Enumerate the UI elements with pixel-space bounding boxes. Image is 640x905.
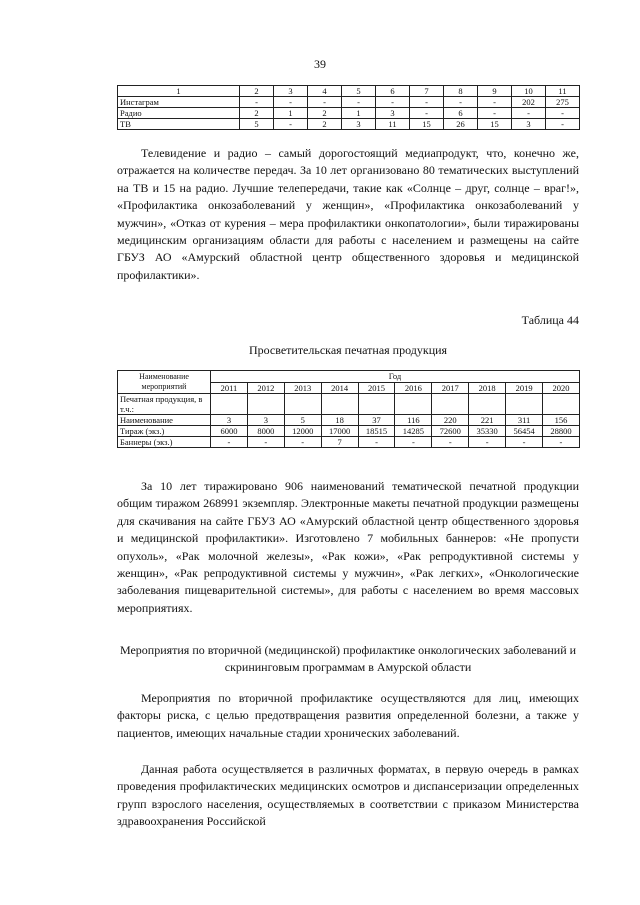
table-label: Таблица 44 bbox=[521, 313, 579, 327]
table-cell: 3 bbox=[342, 119, 376, 130]
table-cell: 28800 bbox=[543, 426, 580, 437]
table-cell: 5 bbox=[342, 86, 376, 97]
table-cell: 221 bbox=[469, 415, 506, 426]
table-cell: 220 bbox=[432, 415, 469, 426]
paragraph-tv-radio: Телевидение и радио – самый дорогостоящий медиапродукт, что, конечно же, отражается на количестве передач. За 10 лет организовано 80 тематических выступлений на ТВ и 15 на радио. Лучшие телепередачи, такие как «Солнце – друг, солнце – враг!», «Профилактика онкозаболеваний у женщин», «Профилактика онкозаболеваний у мужчин», «Отказ от курения – мера профилактики онкопатологии», были тиражированы медицинским организациям области для работы с населением и размещены на сайте ГБУЗ АО «Амурский областной центр общественного здоровья и медицинской профилактики». bbox=[117, 146, 579, 282]
table-cell: 116 bbox=[395, 415, 432, 426]
table-row bbox=[118, 437, 580, 448]
table-row bbox=[118, 97, 580, 108]
table-cell: - bbox=[240, 97, 274, 108]
table-cell: - bbox=[478, 97, 512, 108]
media-table bbox=[117, 85, 580, 130]
table-header-row bbox=[118, 86, 580, 97]
table-cell: - bbox=[410, 108, 444, 119]
year-header: 2019 bbox=[506, 382, 543, 394]
table-cell: - bbox=[432, 437, 469, 448]
year-header: 2015 bbox=[358, 382, 395, 394]
table-cell: 275 bbox=[546, 97, 580, 108]
table-cell: 11 bbox=[376, 119, 410, 130]
table-cell: 8 bbox=[444, 86, 478, 97]
column-header-name: Наименование мероприятий bbox=[118, 371, 211, 394]
table-cell: - bbox=[478, 108, 512, 119]
table-cell: - bbox=[512, 108, 546, 119]
table-cell: - bbox=[211, 437, 248, 448]
table-cell: 37 bbox=[358, 415, 395, 426]
table-cell: 9 bbox=[478, 86, 512, 97]
table-cell: 6 bbox=[376, 86, 410, 97]
year-header: 2016 bbox=[395, 382, 432, 394]
section-heading: Мероприятия по вторичной (медицинской) профилактике онкологических заболеваний и скрининговым программам в Амурской области bbox=[119, 643, 577, 674]
table-cell: 8000 bbox=[247, 426, 284, 437]
row-label: Радио bbox=[118, 108, 240, 119]
table-cell: 3 bbox=[247, 415, 284, 426]
table-title: Просветительская печатная продукция bbox=[248, 343, 448, 357]
table-cell: - bbox=[274, 97, 308, 108]
table-cell: 3 bbox=[376, 108, 410, 119]
table-cell: - bbox=[274, 119, 308, 130]
table-cell: 35330 bbox=[469, 426, 506, 437]
table-cell: 26 bbox=[444, 119, 478, 130]
table-row bbox=[118, 415, 580, 426]
table-cell: - bbox=[358, 437, 395, 448]
table-cell: 11 bbox=[546, 86, 580, 97]
year-header: 2017 bbox=[432, 382, 469, 394]
table-cell: - bbox=[506, 437, 543, 448]
table-cell: 10 bbox=[512, 86, 546, 97]
year-header: 2011 bbox=[211, 382, 248, 394]
table-cell: - bbox=[395, 437, 432, 448]
paragraph-secondary-prevention: Мероприятия по вторичной профилактике осуществляются для лиц, имеющих факторы риска, с целью предотвращения развития определенной болезни, а также у пациентов, имеющих начальные стадии хронических заболеваний. bbox=[117, 691, 579, 740]
table-cell: 6000 bbox=[211, 426, 248, 437]
table-cell: 2 bbox=[308, 119, 342, 130]
paragraph-printed-products: За 10 лет тиражировано 906 наименований тематической печатной продукции общим тиражом 268991 экземпляр. Электронные макеты печатной продукции размещены для скачивания на сайте ГБУЗ АО «Амурский областной центр общественного здоровья и медицинской профилактики». Изготовлено 7 мобильных баннеров: «Не пропусти опухоль», «Рак молочной железы», «Рак кожи», «Рак репродуктивной системы у женщин», «Рак репродуктивной системы у мужчин», «Рак легких», «Онкологические заболевания пищеварительной системы», для работы с населением во время массовых мероприятиях. bbox=[117, 479, 579, 615]
table-cell: 3 bbox=[211, 415, 248, 426]
table-cell: - bbox=[376, 97, 410, 108]
table-row bbox=[118, 108, 580, 119]
table-cell: - bbox=[308, 97, 342, 108]
table-cell: - bbox=[543, 437, 580, 448]
table-cell: - bbox=[284, 437, 321, 448]
year-header: 2013 bbox=[284, 382, 321, 394]
table-cell: 12000 bbox=[284, 426, 321, 437]
table-cell: 156 bbox=[543, 415, 580, 426]
table-cell: - bbox=[410, 97, 444, 108]
table-row bbox=[118, 119, 580, 130]
table-cell: 5 bbox=[240, 119, 274, 130]
table-cell: 1 bbox=[118, 86, 240, 97]
table-cell: 14285 bbox=[395, 426, 432, 437]
paragraph-formats: Данная работа осуществляется в различных форматах, в первую очередь в рамках проведения профилактических медицинских осмотров и диспансеризации определенных групп взрослого населения, осуществляемых в соответствии с приказом Министерства здравоохранения Российской bbox=[117, 762, 579, 829]
row-label: Тираж (экз.) bbox=[118, 426, 211, 437]
table-cell: 6 bbox=[444, 108, 478, 119]
table-cell: - bbox=[546, 119, 580, 130]
table-cell: 3 bbox=[512, 119, 546, 130]
table-cell: 2 bbox=[240, 86, 274, 97]
table-cell: 202 bbox=[512, 97, 546, 108]
table-cell: 72600 bbox=[432, 426, 469, 437]
table-row bbox=[118, 394, 580, 415]
table-cell: - bbox=[546, 108, 580, 119]
year-header: 2012 bbox=[247, 382, 284, 394]
table-cell: - bbox=[342, 97, 376, 108]
table-cell: 4 bbox=[308, 86, 342, 97]
year-header: 2014 bbox=[321, 382, 358, 394]
table-cell: 18 bbox=[321, 415, 358, 426]
table-cell: - bbox=[469, 437, 506, 448]
table-cell: 3 bbox=[274, 86, 308, 97]
row-label: Наименование bbox=[118, 415, 211, 426]
page-number: 39 bbox=[314, 57, 326, 71]
table-row bbox=[118, 426, 580, 437]
row-label: ТВ bbox=[118, 119, 240, 130]
row-label: Печатная продукция, в т.ч.: bbox=[118, 394, 211, 415]
table-cell: 1 bbox=[274, 108, 308, 119]
printed-products-table bbox=[117, 370, 580, 448]
table-cell: - bbox=[247, 437, 284, 448]
column-header-year: Год bbox=[211, 371, 580, 383]
table-cell: 15 bbox=[410, 119, 444, 130]
table-cell: 56454 bbox=[506, 426, 543, 437]
table-cell: 7 bbox=[321, 437, 358, 448]
table-cell: 7 bbox=[410, 86, 444, 97]
table-cell: 2 bbox=[308, 108, 342, 119]
table-cell: 5 bbox=[284, 415, 321, 426]
table-cell: 18515 bbox=[358, 426, 395, 437]
table-header-row bbox=[118, 371, 580, 383]
year-header: 2020 bbox=[543, 382, 580, 394]
table-cell: 15 bbox=[478, 119, 512, 130]
table-cell: 17000 bbox=[321, 426, 358, 437]
table-cell: 2 bbox=[240, 108, 274, 119]
year-header: 2018 bbox=[469, 382, 506, 394]
row-label: Баннеры (экз.) bbox=[118, 437, 211, 448]
table-cell: 311 bbox=[506, 415, 543, 426]
table-cell: - bbox=[444, 97, 478, 108]
row-label: Инстаграм bbox=[118, 97, 240, 108]
table-cell: 1 bbox=[342, 108, 376, 119]
